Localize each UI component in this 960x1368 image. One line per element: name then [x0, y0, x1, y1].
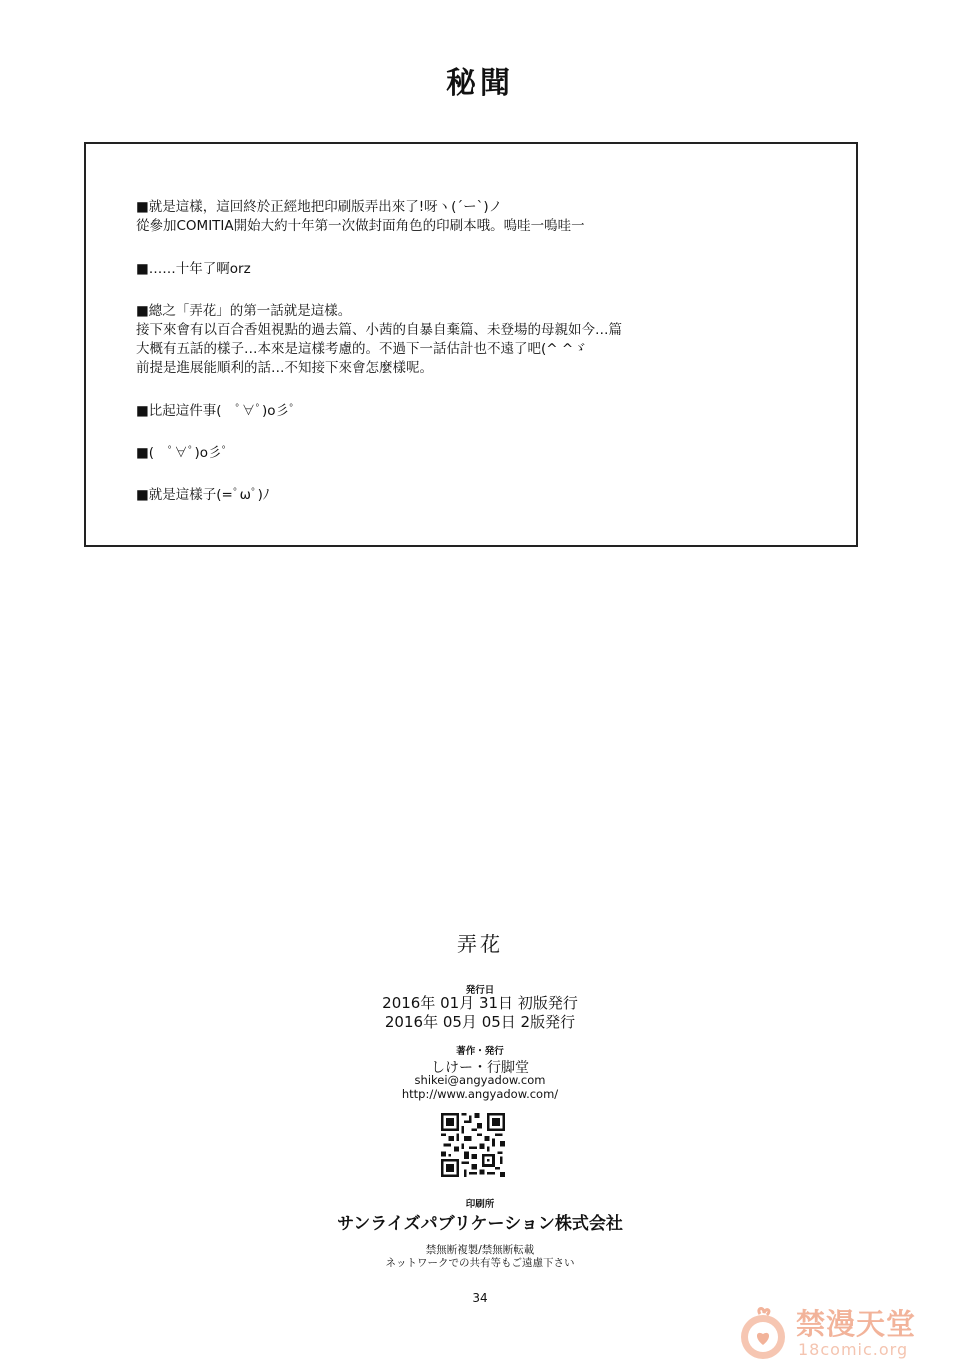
afterword-line: ■( ﾟ∀ﾟ)o彡ﾟ [136, 445, 229, 461]
first-edition-date: 2016年 01月 31日 初版発行 [382, 994, 578, 1012]
publish-date-label: 発行日 [465, 985, 495, 996]
afterword-line: 前提是進展能順利的話…不知接下來會怎麼樣呢。 [136, 360, 433, 376]
page-title: 秘聞 [446, 66, 514, 101]
author-name: しけー・行脚堂 [431, 1060, 529, 1076]
afterword-paragraph [136, 260, 836, 279]
afterword-paragraph [136, 486, 836, 505]
sharing-notice: ネットワークでの共有等もご遠慮下さい [385, 1257, 575, 1269]
site-watermark [734, 1300, 954, 1364]
watermark-url: 18comic.org [798, 1340, 909, 1359]
author-email: shikei@angyadow.com [414, 1073, 546, 1087]
second-edition-date: 2016年 05月 05日 2版発行 [384, 1013, 576, 1031]
copyright-notice: 禁無断複製/禁無断転載 [425, 1244, 535, 1256]
printer-label: 印刷所 [465, 1199, 495, 1210]
afterword-line: 大概有五話的樣子…本來是這樣考慮的。不過下一話估計也不遠了吧(^ ^ゞ [136, 341, 587, 357]
afterword-line: 接下來會有以百合香姐視點的過去篇、小茜的自暴自棄篇、未登場的母親如今…篇 [136, 322, 622, 338]
afterword-line: ■就是這樣，這回終於正經地把印刷版弄出來了!呀ヽ(´ー`)ノ [136, 199, 503, 215]
qr-code [441, 1113, 505, 1177]
watermark-logo-icon [734, 1304, 792, 1362]
afterword-line: ■……十年了啊orz [136, 261, 251, 277]
work-title: 弄花 [457, 932, 503, 956]
author-url: http://www.angyadow.com/ [401, 1087, 559, 1101]
watermark-text: 禁漫天堂 [796, 1307, 917, 1341]
afterword-paragraph [136, 402, 836, 421]
page-number: 34 [472, 1291, 488, 1305]
afterword-box [84, 142, 858, 547]
author-label: 著作・発行 [456, 1046, 504, 1057]
afterword-paragraph [136, 444, 836, 463]
afterword-line: ■比起這件事( ﾟ∀ﾟ)o彡ﾟ [136, 403, 296, 419]
afterword-line: ■就是這樣子(=ﾟωﾟ)ﾉ [136, 487, 270, 503]
printer-name: サンライズパブリケーション株式会社 [337, 1214, 623, 1234]
afterword-paragraph [136, 302, 836, 378]
afterword-line: ■總之「弄花」的第一話就是這樣。 [136, 303, 352, 319]
afterword-paragraph [136, 198, 836, 236]
afterword-line: 從參加COMITIA開始大約十年第一次做封面角色的印刷本哦。嗚哇一嗚哇一 [136, 218, 585, 234]
